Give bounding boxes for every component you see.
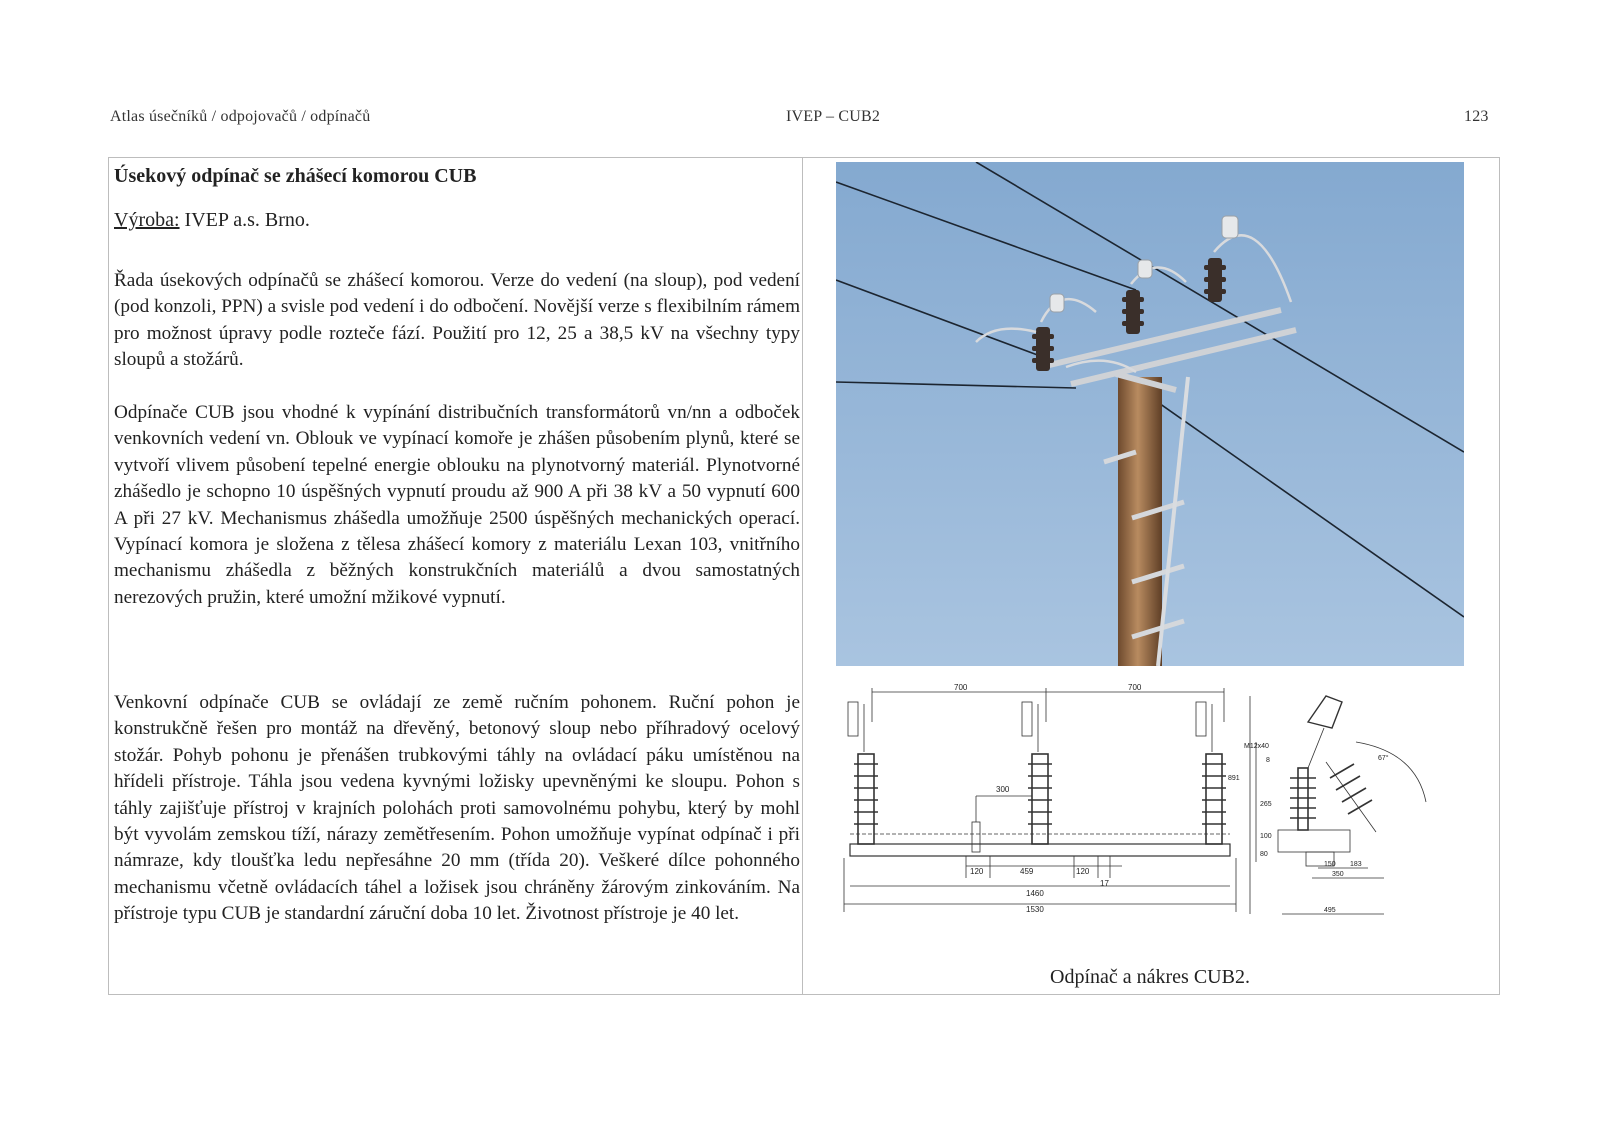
dim-183: 183 [1350, 861, 1362, 868]
paragraph-arc-chamber: Odpínače CUB jsou vhodné k vypínání distribučních transformátorů vn/nn a odboček venkovních vedení vn. Oblouk ve vypínací komoře je zhášen působením plynů, které se vytvoří vlivem působení tepelné energie oblouku na plynotvorný materiál. Plynotvorné zhášedlo je schopno 10 úspěšných vypnutí proudu až 900 A při 38 kV a 50 vypnutí 600 A při 27 kV. Mechanismus zhášedla umožňuje 2500 úspěšných mechanických operací. Vypínací komora je složena z tělesa zhášecí komory z materiálu Lexan 103, vnitřního mechanismu zhášedla z běžných konstrukčních materiálů a dvou samostatných nerezových pružin, které umožní mžikové vypnutí. [114, 402, 800, 608]
dim-150: 150 [1324, 861, 1336, 868]
dim-spacing-left: 700 [954, 683, 968, 692]
dim-350: 350 [1332, 871, 1344, 878]
dim-265: 265 [1260, 801, 1272, 808]
dim-891: 891 [1228, 775, 1240, 782]
running-header-title: Atlas úsečníků / odpojovačů / odpínačů [110, 108, 371, 125]
dim-80: 80 [1260, 851, 1268, 858]
dim-m12: M12x40 [1244, 743, 1269, 750]
dim-1530: 1530 [1026, 905, 1044, 914]
switch-photo [836, 162, 1464, 666]
dim-17: 17 [1100, 879, 1109, 888]
text-column [114, 162, 800, 925]
dim-120-right: 120 [1076, 867, 1090, 876]
dim-8: 8 [1266, 757, 1270, 764]
dim-300: 300 [996, 785, 1010, 794]
article-title: Úsekový odpínač se zhášecí komorou CUB [114, 165, 477, 187]
dim-459: 459 [1020, 867, 1034, 876]
producer-line [114, 206, 800, 234]
dim-120-left: 120 [970, 867, 984, 876]
dim-spacing-right: 700 [1128, 683, 1142, 692]
column-divider [802, 157, 803, 995]
page-number: 123 [1464, 108, 1489, 125]
running-header-section: IVEP – CUB2 [786, 108, 881, 125]
wooden-pole [1118, 377, 1162, 666]
dim-495: 495 [1324, 907, 1336, 914]
figure-caption: Odpínač a nákres CUB2. [1050, 966, 1250, 988]
front-view [844, 688, 1236, 912]
producer-label: Výroba: [114, 209, 180, 231]
technical-drawing [836, 682, 1464, 952]
dim-100: 100 [1260, 833, 1272, 840]
producer-value: IVEP a.s. Brno. [179, 209, 310, 231]
side-view [1250, 696, 1426, 914]
dim-1460: 1460 [1026, 889, 1044, 898]
angle-67: 67° [1378, 755, 1389, 762]
paragraph-drive: Venkovní odpínače CUB se ovládají ze země ručním pohonem. Ruční pohon je konstrukčně řešen pro montáž na dřevěný, betonový sloup nebo příhradový ocelový stožár. Pohyb pohonu je přenášen trubkovými táhly na ovládací páku umístěnou na hřídeli přístroje. Táhla jsou vedena kyvnými ložisky upevněnými ke sloupu. Pohon s táhly zajišťuje přístroj v krajních polohách proti samovolnému pohybu, který by mohl být vyvolám zemskou tíží, nárazy zemětřesením. Pohon umožňuje vypínat odpínač i při námraze, kdy tloušťka ledu nepřesáhne 20 mm (třída 20). Veškeré dílce pohonného mechanismu včetně ovládacích táhel a ložisek jsou chráněny žárovým zinkováním. Na přístroje typu CUB je standardní záruční doba 10 let. Životnost přístroje je 40 let. [114, 692, 800, 925]
paragraph-overview: Řada úsekových odpínačů se zhášecí komorou. Verze do vedení (na sloup), pod vedení (pod konzoli, PPN) a svisle pod vedení i do odbočení. Novější verze s flexibilním rámem pro možnost úpravy podle rozteče fází. Použití pro 12, 25 a 38,5 kV na všechny typy sloupů a stožárů. [114, 270, 800, 371]
